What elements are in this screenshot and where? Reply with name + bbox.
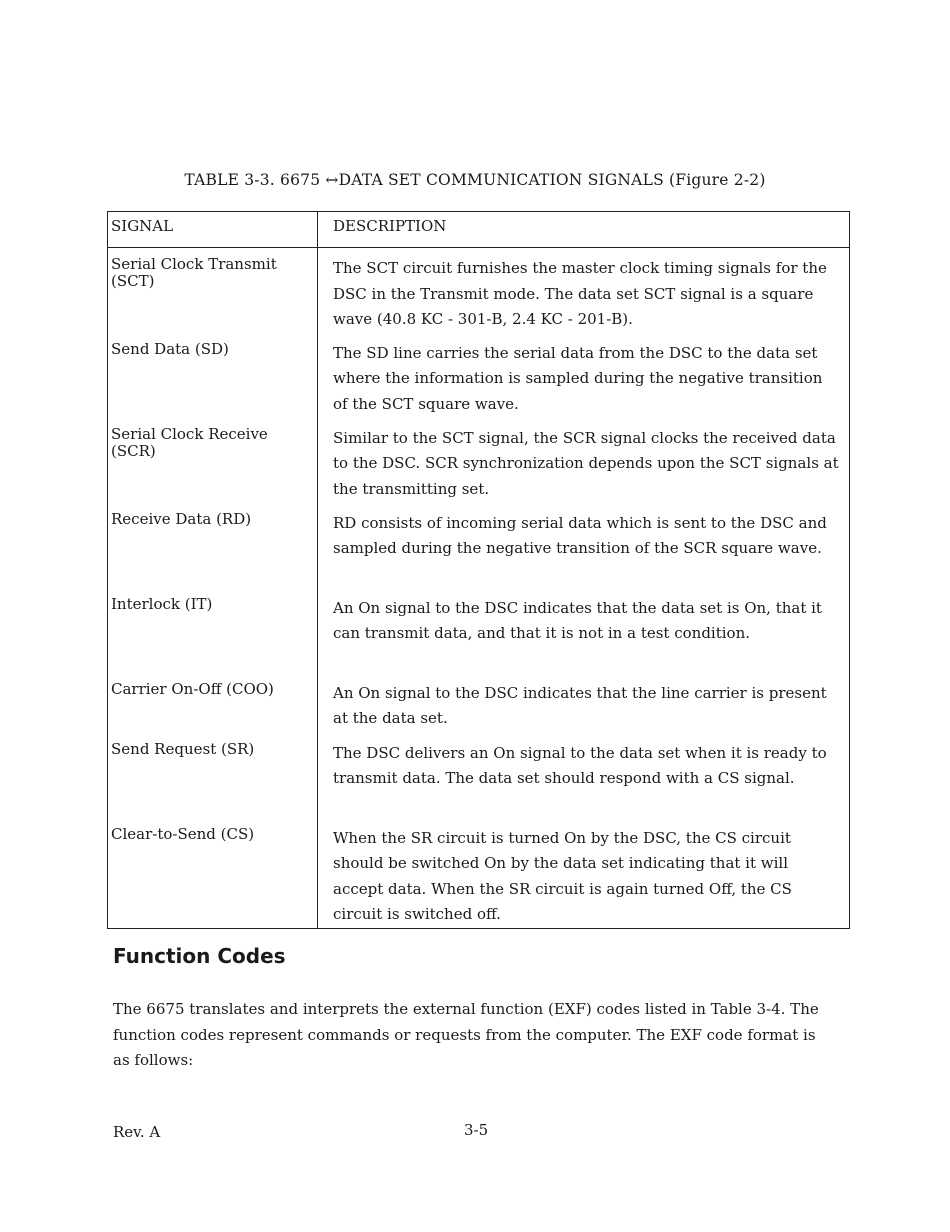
section-paragraph: The 6675 translates and interprets the external function (EXF) codes listed in Table 3-4. The function codes represent commands or requests from the computer. The EXF code format is as follows: — [113, 1000, 819, 1069]
description-cell: The SCT circuit furnishes the master clock timing signals for the DSC in the Transmit mode. The data set SCT signal is a square wave (40.8 KC - 301-B, 2.4 KC - 201-B). — [318, 248, 850, 333]
description-cell: When the SR circuit is turned On by the DSC, the CS circuit should be switched On by the data set indicating that it will accept data. When the SR circuit is again turned Off, the CS circuit is switched off. — [318, 818, 850, 929]
signal-cell: Clear-to-Send (CS) — [108, 818, 318, 929]
description-cell: An On signal to the DSC indicates that the line carrier is present at the data set. — [318, 673, 850, 733]
description-cell: RD consists of incoming serial data which is sent to the DSC and sampled during the negative transition of the SCR square wave. — [318, 503, 850, 588]
description-cell: The SD line carries the serial data from the DSC to the data set where the information is sampled during the negative transition of the SCT square wave. — [318, 333, 850, 418]
table-row — [108, 733, 850, 818]
signal-table — [107, 211, 850, 929]
table-row — [108, 818, 850, 929]
table-row — [108, 333, 850, 418]
table-row — [108, 248, 850, 333]
header-description: DESCRIPTION — [318, 212, 850, 248]
description-cell: An On signal to the DSC indicates that the data set is On, that it can transmit data, and that it is not in a test condition. — [318, 588, 850, 673]
table-title: TABLE 3-3. 6675 ↔DATA SET COMMUNICATION SIGNALS (Figure 2-2) — [184, 171, 766, 189]
signal-cell: Send Request (SR) — [108, 733, 318, 818]
description-cell: The DSC delivers an On signal to the data set when it is ready to transmit data. The data set should respond with a CS signal. — [318, 733, 850, 818]
signal-cell: Carrier On-Off (COO) — [108, 673, 318, 733]
section-heading: Function Codes — [113, 944, 286, 968]
header-signal: SIGNAL — [108, 212, 318, 248]
page-number: 3-5 — [464, 1121, 489, 1139]
table-row — [108, 503, 850, 588]
signal-cell: Serial Clock Transmit (SCT) — [108, 248, 318, 333]
table-row — [108, 588, 850, 673]
description-cell: Similar to the SCT signal, the SCR signal clocks the received data to the DSC. SCR synchronization depends upon the SCT signals at the transmitting set. — [318, 418, 850, 503]
table-row — [108, 673, 850, 733]
signal-cell: Send Data (SD) — [108, 333, 318, 418]
signal-cell: Receive Data (RD) — [108, 503, 318, 588]
signal-cell: Serial Clock Receive (SCR) — [108, 418, 318, 503]
signal-cell: Interlock (IT) — [108, 588, 318, 673]
table-header-row — [108, 212, 850, 248]
table-row — [108, 418, 850, 503]
revision-label: Rev. A — [113, 1123, 161, 1141]
